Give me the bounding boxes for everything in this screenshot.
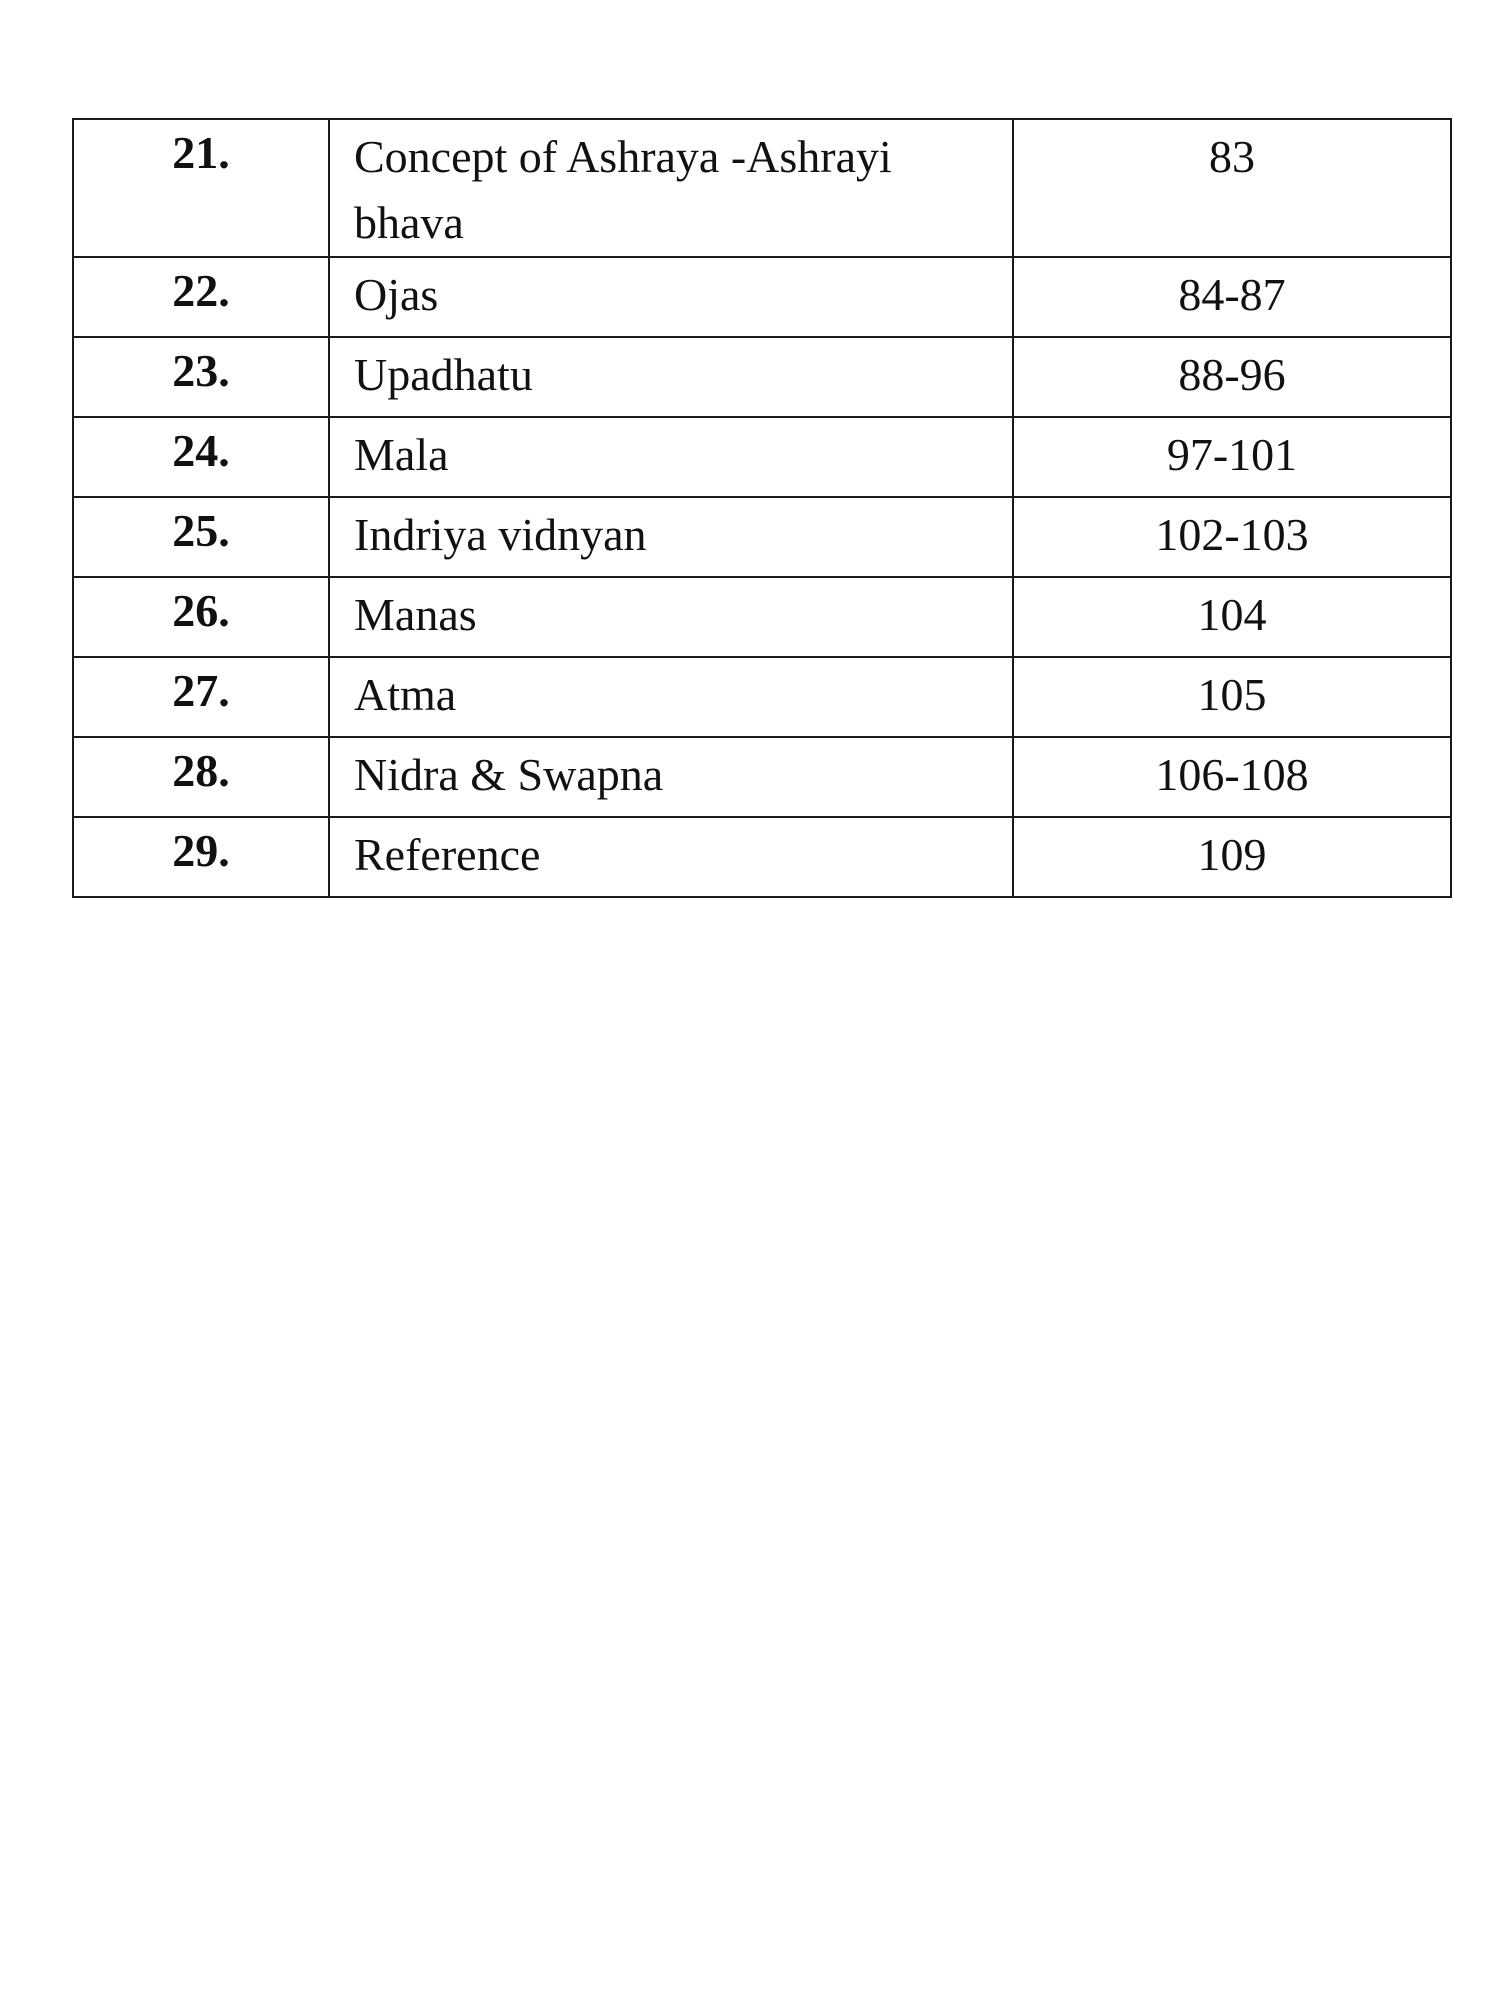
table-row [73, 737, 1451, 817]
chapter-number: 26. [73, 577, 329, 657]
page-range: 109 [1013, 817, 1451, 897]
chapter-number: 25. [73, 497, 329, 577]
chapter-number: 21. [73, 119, 329, 257]
chapter-topic: Indriya vidnyan [329, 497, 1013, 577]
table-row [73, 337, 1451, 417]
page-range: 84-87 [1013, 257, 1451, 337]
page-range: 88-96 [1013, 337, 1451, 417]
page-range: 104 [1013, 577, 1451, 657]
table-row [73, 577, 1451, 657]
chapter-topic: Manas [329, 577, 1013, 657]
table-row [73, 817, 1451, 897]
chapter-topic: Atma [329, 657, 1013, 737]
chapter-topic: Nidra & Swapna [329, 737, 1013, 817]
chapter-topic: Ojas [329, 257, 1013, 337]
page-range: 97-101 [1013, 417, 1451, 497]
chapter-number: 22. [73, 257, 329, 337]
table-of-contents [72, 118, 1452, 898]
chapter-number: 29. [73, 817, 329, 897]
chapter-topic: Upadhatu [329, 337, 1013, 417]
table-row [73, 257, 1451, 337]
chapter-topic: Mala [329, 417, 1013, 497]
table-row [73, 119, 1451, 257]
chapter-number: 23. [73, 337, 329, 417]
page-range: 106-108 [1013, 737, 1451, 817]
chapter-topic: Reference [329, 817, 1013, 897]
table-row [73, 657, 1451, 737]
chapter-number: 27. [73, 657, 329, 737]
chapter-number: 24. [73, 417, 329, 497]
page-range: 83 [1013, 119, 1451, 257]
table-row [73, 497, 1451, 577]
page-range: 105 [1013, 657, 1451, 737]
chapter-number: 28. [73, 737, 329, 817]
page-range: 102-103 [1013, 497, 1451, 577]
table-row [73, 417, 1451, 497]
chapter-topic: Concept of Ashraya -Ashrayi bhava [329, 119, 1013, 257]
